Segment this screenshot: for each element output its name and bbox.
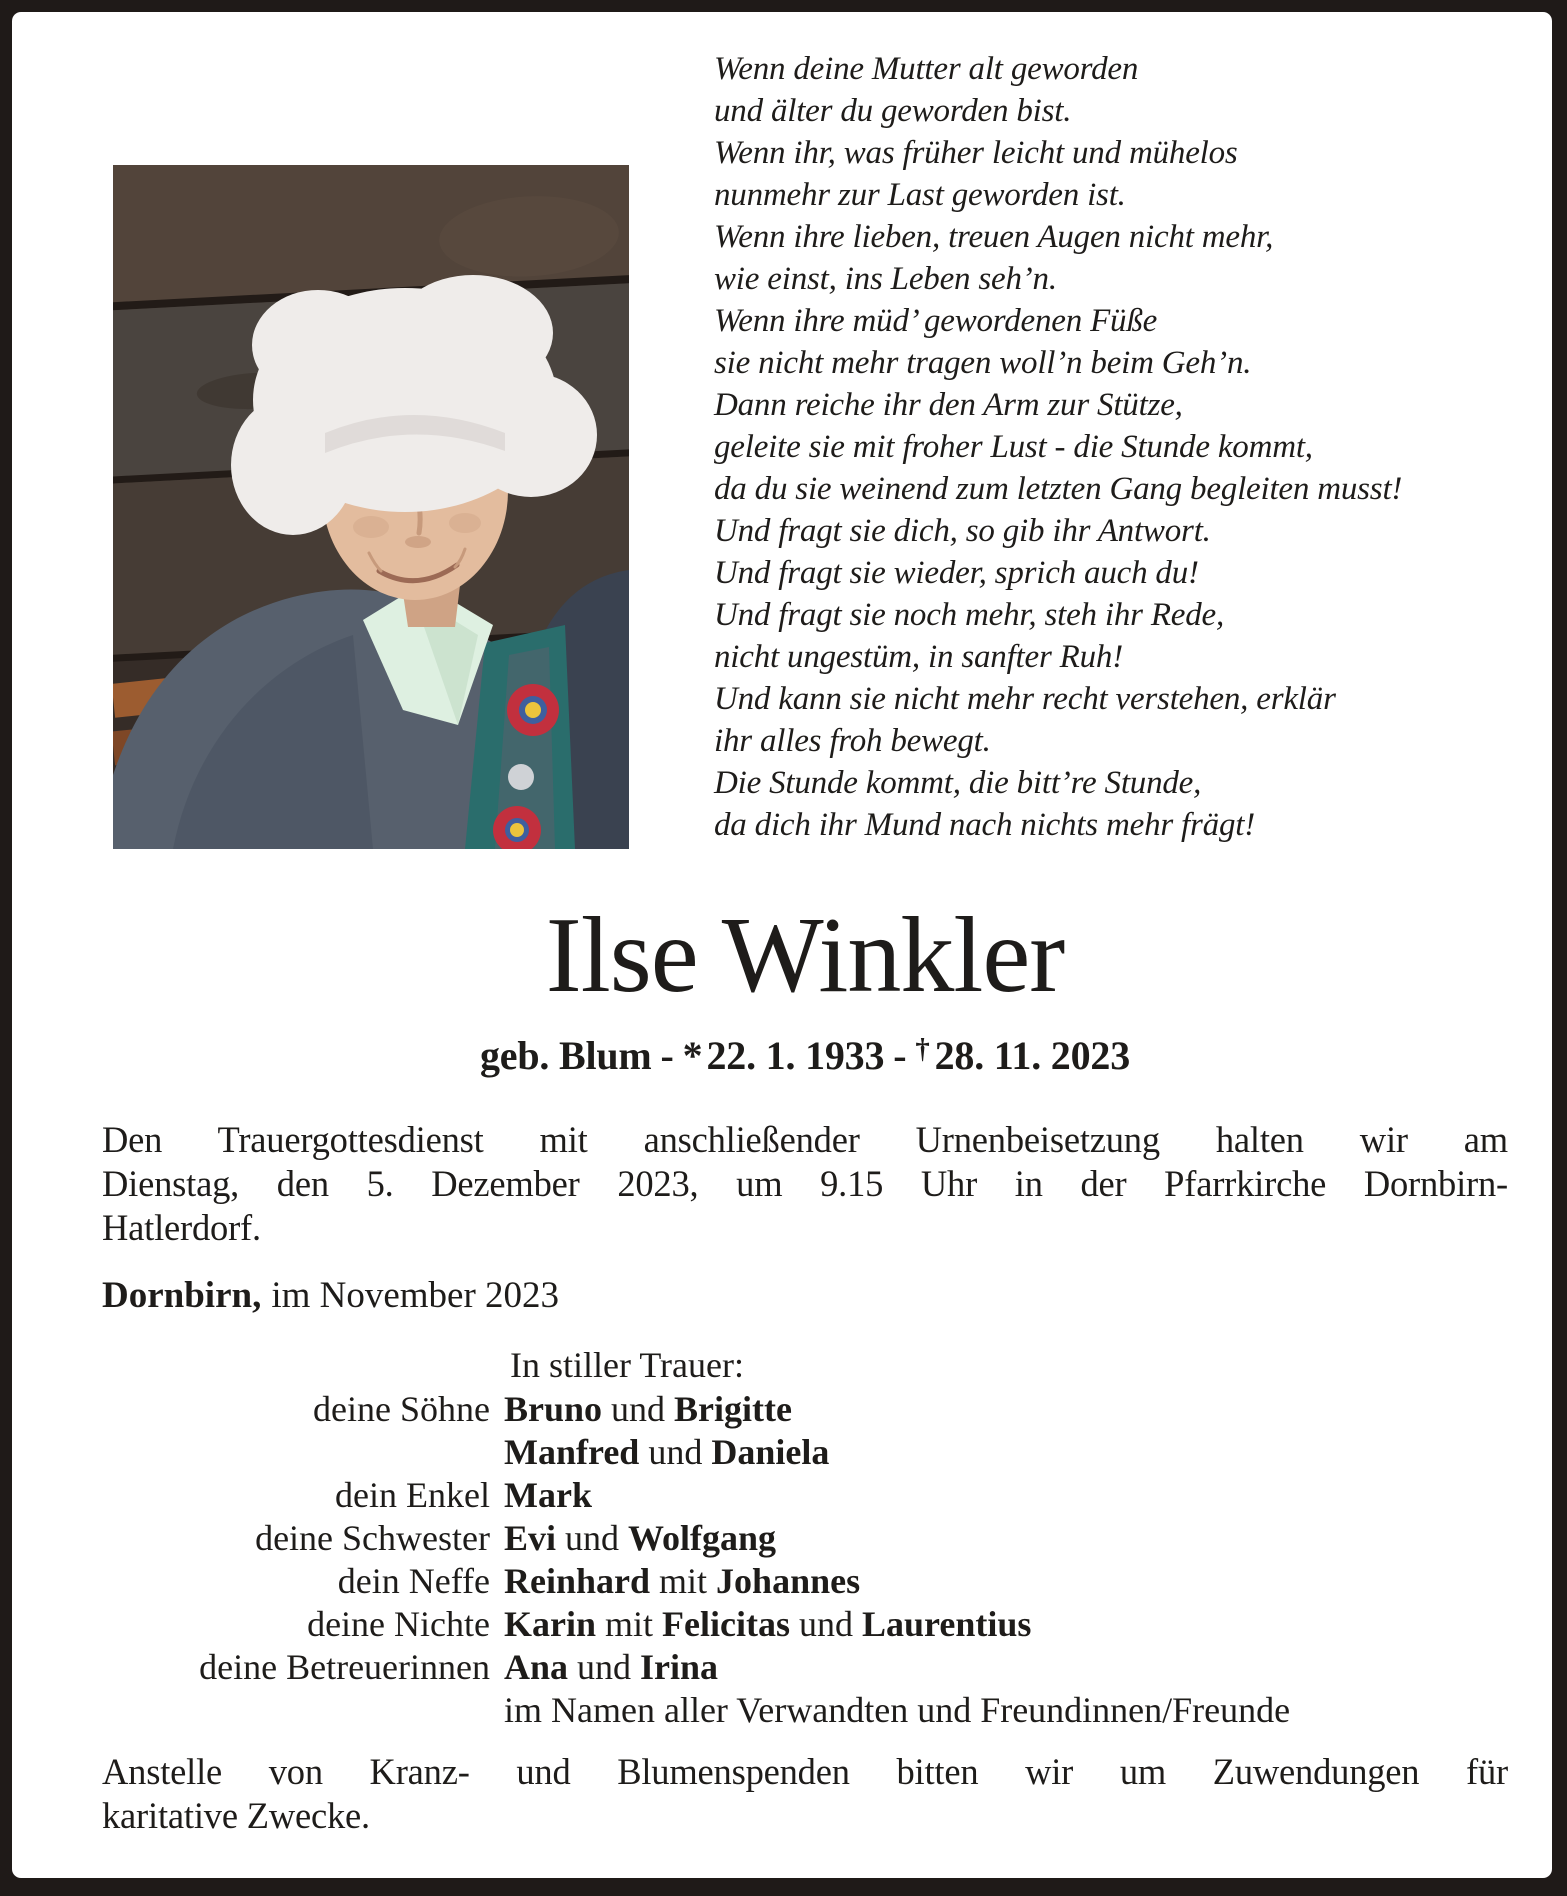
death-cross-symbol: † xyxy=(915,1033,930,1066)
memorial-poem xyxy=(714,48,1402,846)
maiden-name: geb. Blum xyxy=(479,1033,652,1078)
poem-line: wie einst, ins Leben seh’n. xyxy=(714,261,1057,297)
mourner-names xyxy=(504,1560,860,1603)
poem-line: Wenn ihr, was früher leicht und mühelos xyxy=(714,135,1238,171)
mourner-relation-label: dein Neffe xyxy=(337,1561,490,1601)
poem-line: nicht ungestüm, in sanfter Ruh! xyxy=(714,639,1124,675)
announce-line: Dienstag, den 5. Dezember 2023, um 9.15 Uhr in der Pfarrkirche Dornbirn- xyxy=(102,1163,1508,1204)
mourner-name: Johannes xyxy=(716,1561,861,1601)
mourner-names xyxy=(504,1689,1290,1732)
announce-line: Den Trauergottesdienst mit anschließender Urnenbeisetzung halten wir am xyxy=(102,1119,1508,1160)
white-hair xyxy=(231,275,597,535)
poem-line: da dich ihr Mund nach nichts mehr frägt! xyxy=(714,807,1256,843)
mourner-row xyxy=(102,1474,1508,1517)
deceased-name: Ilse Winkler xyxy=(545,896,1065,1015)
mourner-row xyxy=(102,1388,1508,1431)
poem-line: Und fragt sie wieder, sprich auch du! xyxy=(714,555,1199,591)
poem-line: Und fragt sie dich, so gib ihr Antwort. xyxy=(714,513,1211,549)
mourner-names xyxy=(504,1431,829,1474)
mourner-row xyxy=(102,1431,1508,1474)
mourner-relation-label xyxy=(102,1431,490,1474)
poem-line: nunmehr zur Last geworden ist. xyxy=(714,177,1126,213)
mourner-names xyxy=(504,1517,776,1560)
separator-dash: - xyxy=(660,1033,674,1078)
place-name: Dornbirn, xyxy=(102,1275,262,1316)
card-paper xyxy=(12,12,1552,1878)
mourner-row xyxy=(102,1646,1508,1689)
poem-line: Wenn deine Mutter alt geworden xyxy=(714,51,1139,87)
mourners-list xyxy=(102,1388,1508,1732)
mourner-names xyxy=(504,1603,1031,1646)
birth-date: 22. 1. 1933 xyxy=(706,1033,885,1078)
poem-line: Die Stunde kommt, die bitt’re Stunde, xyxy=(714,765,1202,801)
poem-line: Wenn ihre müd’ gewordenen Füße xyxy=(714,303,1158,339)
mourner-name: Karin xyxy=(504,1604,597,1644)
mourner-names xyxy=(504,1388,792,1431)
birth-death-line xyxy=(102,1032,1508,1079)
mourner-name: Felicitas xyxy=(662,1604,790,1644)
poem-line: Dann reiche ihr den Arm zur Stütze, xyxy=(714,387,1183,423)
death-date: 28. 11. 2023 xyxy=(934,1033,1131,1078)
mourner-name: Laurentius xyxy=(861,1604,1032,1644)
mourning-header: In stiller Trauer: xyxy=(510,1345,744,1385)
donation-line: Anstelle von Kranz- und Blumenspenden bitten wir um Zuwendungen für xyxy=(102,1751,1508,1792)
mourner-row xyxy=(102,1560,1508,1603)
date-text: im November 2023 xyxy=(271,1275,560,1316)
poem-line: Wenn ihre lieben, treuen Augen nicht mehr, xyxy=(714,219,1274,255)
mourner-name: Manfred xyxy=(504,1432,640,1472)
mourner-name: Daniela xyxy=(711,1432,830,1472)
portrait-photo xyxy=(113,165,629,849)
separator-dash: - xyxy=(893,1033,907,1078)
mourner-name: Evi xyxy=(504,1518,557,1558)
name-connector: und xyxy=(568,1647,641,1687)
mourner-relation-label: deine Söhne xyxy=(313,1389,490,1429)
announce-line: Hatlerdorf. xyxy=(102,1207,261,1248)
birth-star-symbol: * xyxy=(682,1033,703,1078)
poem-line: Und kann sie nicht mehr recht verstehen, erklär xyxy=(714,681,1336,717)
poem-line: geleite sie mit froher Lust - die Stunde kommt, xyxy=(714,429,1313,465)
mourner-name: Bruno xyxy=(504,1389,603,1429)
service-announcement xyxy=(102,1118,1508,1250)
vest-button xyxy=(508,764,534,790)
mourner-row xyxy=(102,1517,1508,1560)
mourner-relation-label xyxy=(102,1689,490,1732)
poem-line: da du sie weinend zum letzten Gang begleiten musst! xyxy=(714,471,1403,507)
mourner-name: Reinhard xyxy=(504,1561,651,1601)
donation-line: karitative Zwecke. xyxy=(102,1795,370,1836)
poem-line: sie nicht mehr tragen woll’n beim Geh’n. xyxy=(714,345,1252,381)
mourner-name: Brigitte xyxy=(674,1389,792,1429)
name-connector: im Namen aller Verwandten und Freundinnen/Freunde xyxy=(504,1690,1291,1730)
mourner-names xyxy=(504,1474,592,1517)
mourner-row xyxy=(102,1603,1508,1646)
embroidered-flower xyxy=(507,684,559,736)
mourner-relation-label: dein Enkel xyxy=(335,1475,490,1515)
donation-note xyxy=(102,1750,1508,1838)
mourner-names xyxy=(504,1646,718,1689)
name-connector: und xyxy=(639,1432,712,1472)
poem-line: ihr alles froh bewegt. xyxy=(714,723,991,759)
poem-line: und älter du geworden bist. xyxy=(714,93,1072,129)
mourner-name: Irina xyxy=(640,1647,719,1687)
mourner-name: Ana xyxy=(504,1647,569,1687)
mourner-relation-label: deine Betreuerinnen xyxy=(199,1647,490,1687)
name-connector: und xyxy=(602,1389,675,1429)
mourner-relation-label: deine Nichte xyxy=(307,1604,490,1644)
name-connector: und xyxy=(556,1518,629,1558)
mourner-name: Mark xyxy=(504,1475,592,1515)
name-connector: und xyxy=(789,1604,862,1644)
place-dateline xyxy=(102,1274,559,1317)
name-connector: mit xyxy=(650,1561,717,1601)
mourner-row xyxy=(102,1689,1508,1732)
mourner-relation-label: deine Schwester xyxy=(255,1518,490,1558)
poem-line: Und fragt sie noch mehr, steh ihr Rede, xyxy=(714,597,1225,633)
name-connector: mit xyxy=(596,1604,663,1644)
mourner-name: Wolfgang xyxy=(628,1518,777,1558)
